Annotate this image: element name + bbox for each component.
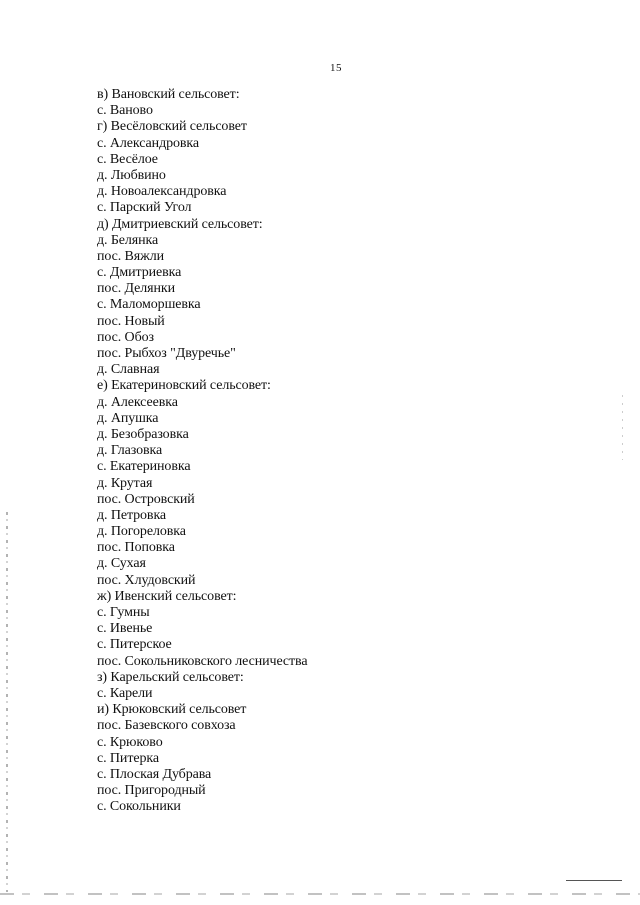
list-item: д. Безобразовка xyxy=(97,426,189,442)
list-item: д. Погореловка xyxy=(97,524,186,540)
section-heading: е) Екатериновский сельсовет: xyxy=(97,378,271,394)
list-item: с. Гумны xyxy=(97,605,150,620)
list-item: с. Екатериновка xyxy=(97,459,191,475)
list-item: д. Петровка xyxy=(97,507,167,523)
list-item: пос. Базевского совхоза xyxy=(97,718,236,734)
list-item: пос. Обоз xyxy=(97,329,154,345)
list-item: пос. Вяжли xyxy=(97,248,164,264)
list-item: д. Любвино xyxy=(97,167,166,183)
section-heading: и) Крюковский сельсовет xyxy=(97,702,247,718)
section-heading: д) Дмитриевский сельсовет: xyxy=(97,216,263,232)
list-item: с. Дмитриевка xyxy=(97,265,182,281)
list-item: с. Маломоршевка xyxy=(97,297,201,313)
list-item: пос. Рыбхоз "Двуречье" xyxy=(97,346,236,361)
list-item: пос. Хлудовский xyxy=(97,572,196,588)
list-item: с. Ваново xyxy=(97,103,153,119)
list-item: с. Весёлое xyxy=(97,151,158,167)
list-item: д. Алексеевка xyxy=(97,394,178,410)
list-item: с. Питерское xyxy=(97,637,172,653)
section-heading: з) Карельский сельсовет: xyxy=(97,669,244,685)
list-item: д. Новоалександровка xyxy=(97,184,227,200)
settlement-list xyxy=(97,87,308,815)
list-item: с. Крюково xyxy=(97,734,163,750)
list-item: с. Карели xyxy=(97,685,153,701)
scan-artifact-right-edge xyxy=(622,395,623,460)
list-item: с. Александровка xyxy=(97,135,200,151)
list-item: пос. Новый xyxy=(97,313,165,329)
list-item: пос. Островский xyxy=(97,491,195,507)
scan-artifact-left-edge xyxy=(6,512,8,892)
list-item: д. Крутая xyxy=(97,475,153,491)
list-item: с. Сокольники xyxy=(97,799,181,815)
list-item: д. Глазовка xyxy=(97,443,163,459)
list-item: д. Сухая xyxy=(97,556,146,572)
list-item: пос. Сокольниковского лесничества xyxy=(97,653,308,669)
list-item: д. Белянка xyxy=(97,232,159,248)
section-heading: г) Весёловский сельсовет xyxy=(97,119,247,135)
list-item: д. Апушка xyxy=(97,410,159,426)
list-item: д. Славная xyxy=(97,362,160,378)
list-item: с. Плоская Дубрава xyxy=(97,766,212,782)
page-number: 15 xyxy=(330,62,342,74)
list-item: пос. Делянки xyxy=(97,281,176,297)
list-item: пос. Пригородный xyxy=(97,783,206,799)
section-heading: в) Вановский сельсовет: xyxy=(97,87,240,102)
list-item: с. Парский Угол xyxy=(97,200,192,216)
list-item: с. Питерка xyxy=(97,750,159,766)
scan-artifact-bottom-line xyxy=(566,880,622,881)
list-item: пос. Поповка xyxy=(97,540,175,556)
section-heading: ж) Ивенский сельсовет: xyxy=(97,588,237,604)
list-item: с. Ивенье xyxy=(97,621,153,637)
scan-artifact-bottom-edge xyxy=(0,893,640,895)
